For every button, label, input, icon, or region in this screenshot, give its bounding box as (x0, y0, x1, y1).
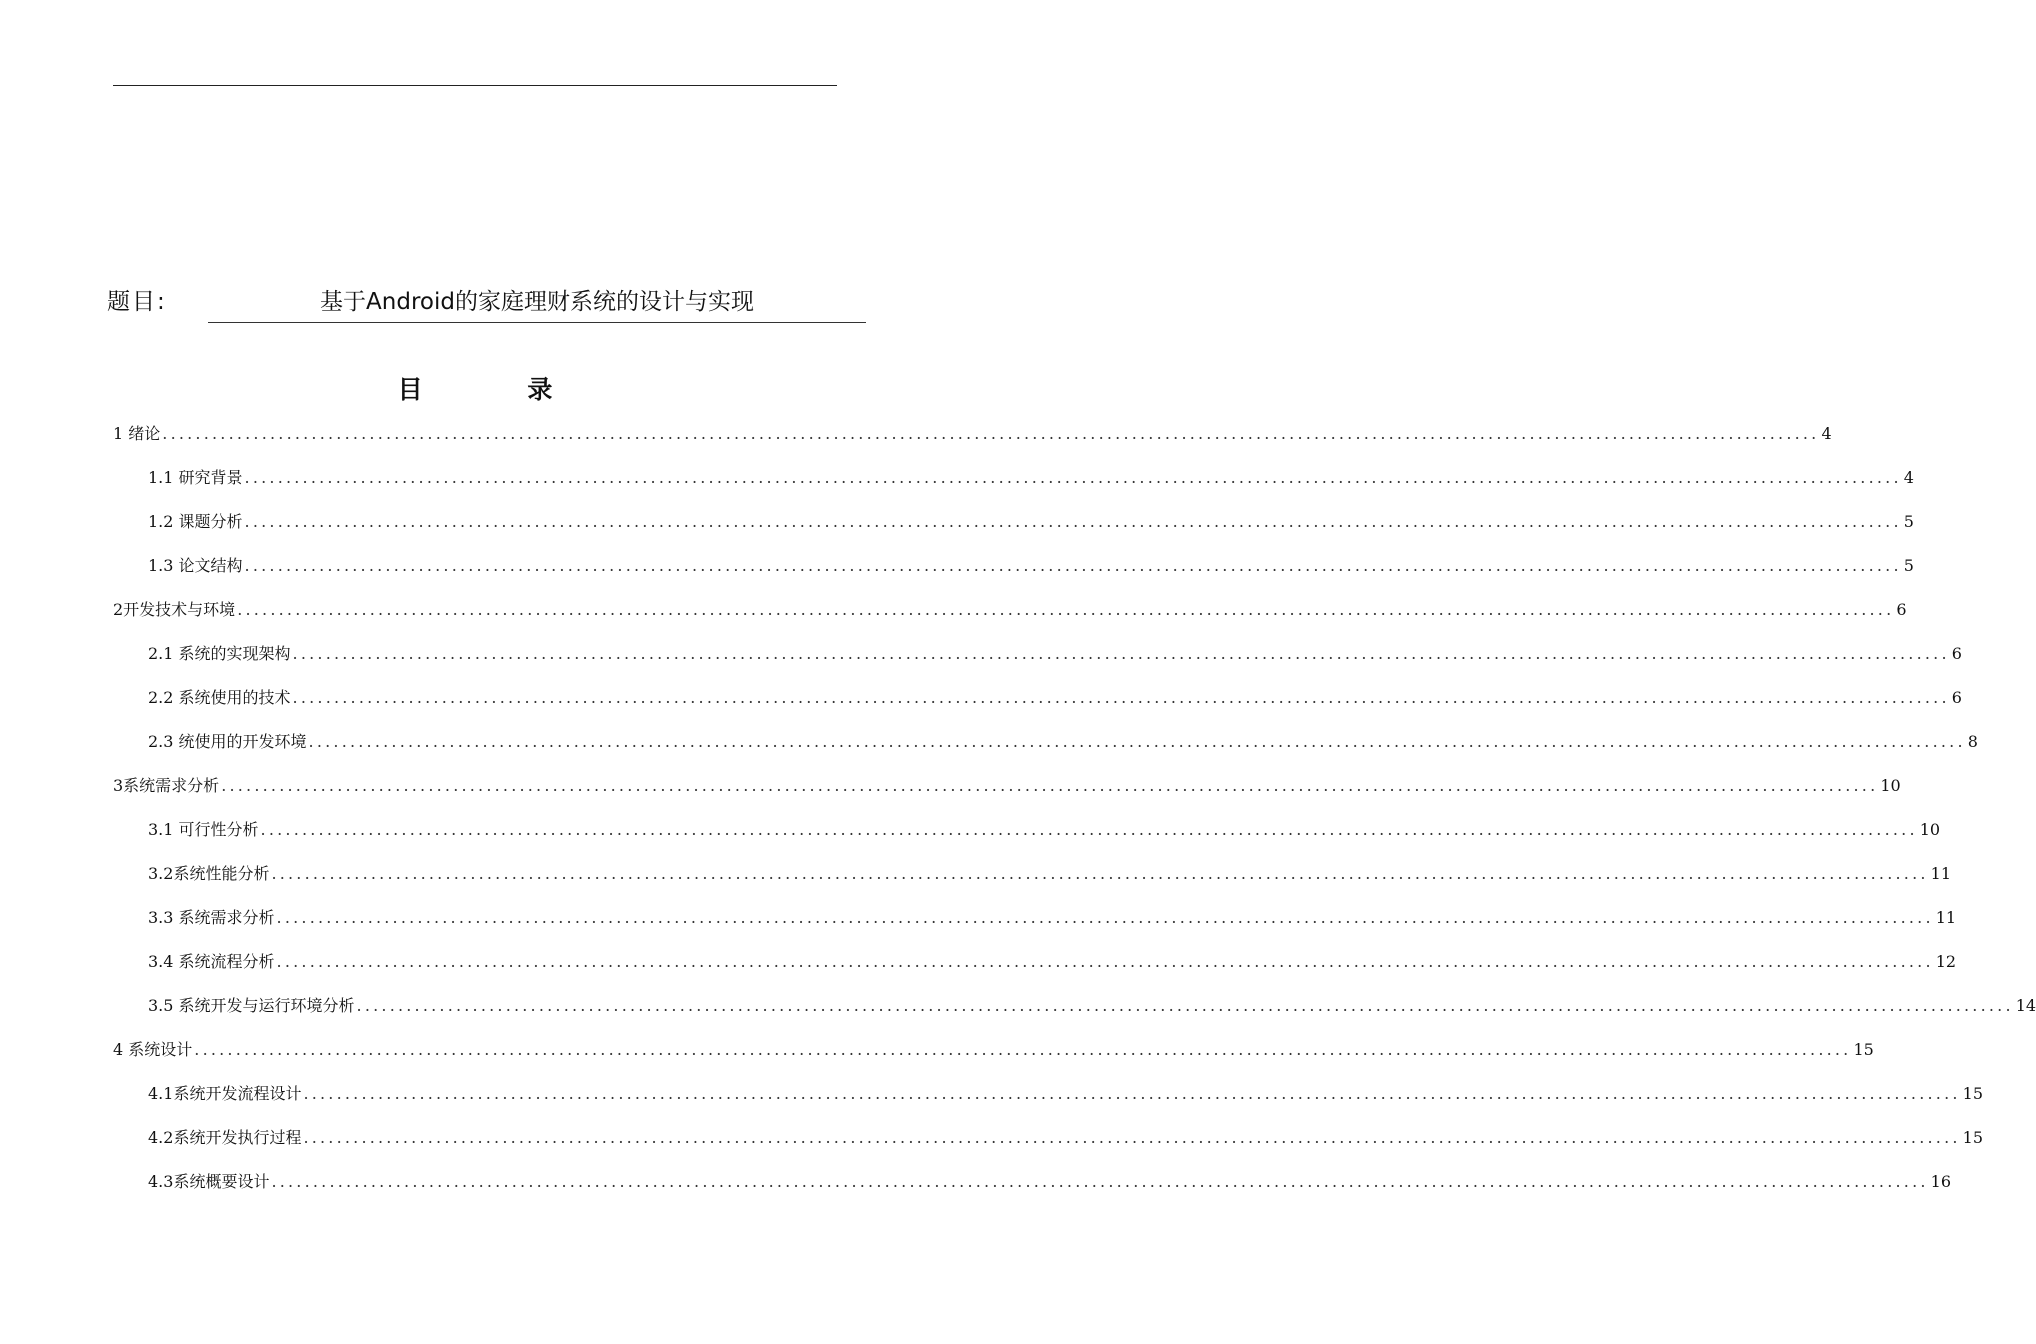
toc-entry-page: 4 (1903, 468, 1914, 487)
toc-leader-dots: ........................................................................................................................................................................................................ (260, 820, 1918, 839)
toc-entry-label: 4 系统设计 (113, 1040, 193, 1059)
toc-entry-label: 2开发技术与环境 (113, 600, 236, 619)
toc-entry-label: 4.1系统开发流程设计 (148, 1084, 302, 1103)
toc-entry[interactable] (148, 994, 2036, 1018)
toc-entry[interactable] (148, 686, 1962, 710)
toc-entry-page: 8 (1967, 732, 1978, 751)
toc-entry-page: 15 (1853, 1040, 1874, 1059)
toc-leader-dots: ........................................................................................................................................................................................................ (237, 600, 1895, 619)
toc-entry[interactable] (148, 1082, 1983, 1106)
toc-leader-dots: ........................................................................................................................................................................................................ (308, 732, 1966, 751)
toc-entry-label: 2.2 系统使用的技术 (148, 688, 291, 707)
title-underline (208, 322, 866, 323)
toc-entry[interactable] (148, 554, 1914, 578)
toc-entry-page: 14 (2015, 996, 2036, 1015)
toc-entry-label: 3.1 可行性分析 (148, 820, 259, 839)
toc-leader-dots: ........................................................................................................................................................................................................ (292, 688, 1950, 707)
toc-heading: 目 录 (397, 375, 601, 404)
toc-leader-dots: ........................................................................................................................................................................................................ (276, 908, 1934, 927)
toc-entry[interactable] (148, 466, 1914, 490)
toc-entry[interactable] (113, 598, 1907, 622)
toc-leader-dots: ........................................................................................................................................................................................................ (271, 1172, 1929, 1191)
toc-leader-dots: ........................................................................................................................................................................................................ (292, 644, 1950, 663)
toc-entry-label: 2.1 系统的实现架构 (148, 644, 291, 663)
toc-leader-dots: ........................................................................................................................................................................................................ (356, 996, 2014, 1015)
toc-entry-label: 3.3 系统需求分析 (148, 908, 275, 927)
toc-entry[interactable] (148, 642, 1962, 666)
toc-entry-page: 10 (1880, 776, 1901, 795)
toc-entry-page: 5 (1903, 512, 1914, 531)
toc-entry-label: 1 绪论 (113, 424, 161, 443)
toc-entry-page: 5 (1903, 556, 1914, 575)
toc-entry[interactable] (113, 774, 1901, 798)
header-rule (113, 85, 837, 86)
document-title: 基于Android的家庭理财系统的设计与实现 (320, 289, 754, 315)
toc-leader-dots: ........................................................................................................................................................................................................ (244, 512, 1902, 531)
toc-leader-dots: ........................................................................................................................................................................................................ (303, 1128, 1961, 1147)
toc-entry-page: 11 (1935, 908, 1957, 927)
toc-entry-label: 1.2 课题分析 (148, 512, 243, 531)
toc-entry-label: 3.4 系统流程分析 (148, 952, 275, 971)
toc-leader-dots: ........................................................................................................................................................................................................ (162, 424, 1820, 443)
toc-entry-page: 12 (1935, 952, 1957, 971)
toc-entry-label: 1.1 研究背景 (148, 468, 243, 487)
toc-leader-dots: ........................................................................................................................................................................................................ (194, 1040, 1852, 1059)
toc-entry-page: 11 (1930, 864, 1951, 883)
toc-entry[interactable] (148, 906, 1957, 930)
toc-leader-dots: ........................................................................................................................................................................................................ (244, 556, 1902, 575)
toc-entry[interactable] (148, 818, 1941, 842)
toc-entry-label: 3.2系统性能分析 (148, 864, 270, 883)
toc-entry[interactable] (113, 422, 1832, 446)
toc-leader-dots: ........................................................................................................................................................................................................ (221, 776, 1879, 795)
toc-entry-label: 3系统需求分析 (113, 776, 220, 795)
toc-leader-dots: ........................................................................................................................................................................................................ (271, 864, 1929, 883)
title-label: 题目: (107, 289, 167, 315)
toc-entry[interactable] (148, 730, 1978, 754)
toc-entry-label: 2.3 统使用的开发环境 (148, 732, 307, 751)
toc-entry-page: 4 (1821, 424, 1832, 443)
toc-entry-label: 4.3系统概要设计 (148, 1172, 270, 1191)
toc-entry[interactable] (148, 510, 1914, 534)
toc-entry-page: 16 (1930, 1172, 1951, 1191)
toc-entry-page: 10 (1919, 820, 1941, 839)
toc-entry-page: 6 (1951, 688, 1962, 707)
toc-entry-label: 4.2系统开发执行过程 (148, 1128, 302, 1147)
toc-leader-dots: ........................................................................................................................................................................................................ (244, 468, 1902, 487)
toc-entry-label: 3.5 系统开发与运行环境分析 (148, 996, 355, 1015)
toc-leader-dots: ........................................................................................................................................................................................................ (303, 1084, 1961, 1103)
toc-entry-page: 15 (1962, 1084, 1983, 1103)
toc-entry[interactable] (148, 862, 1951, 886)
toc-entry-page: 15 (1962, 1128, 1983, 1147)
toc-entry[interactable] (148, 950, 1957, 974)
toc-entry[interactable] (113, 1038, 1874, 1062)
toc-entry-page: 6 (1951, 644, 1962, 663)
toc-entry-label: 1.3 论文结构 (148, 556, 243, 575)
toc-entry-page: 6 (1896, 600, 1907, 619)
toc-entry[interactable] (148, 1170, 1951, 1194)
toc-entry[interactable] (148, 1126, 1983, 1150)
toc-leader-dots: ........................................................................................................................................................................................................ (276, 952, 1934, 971)
